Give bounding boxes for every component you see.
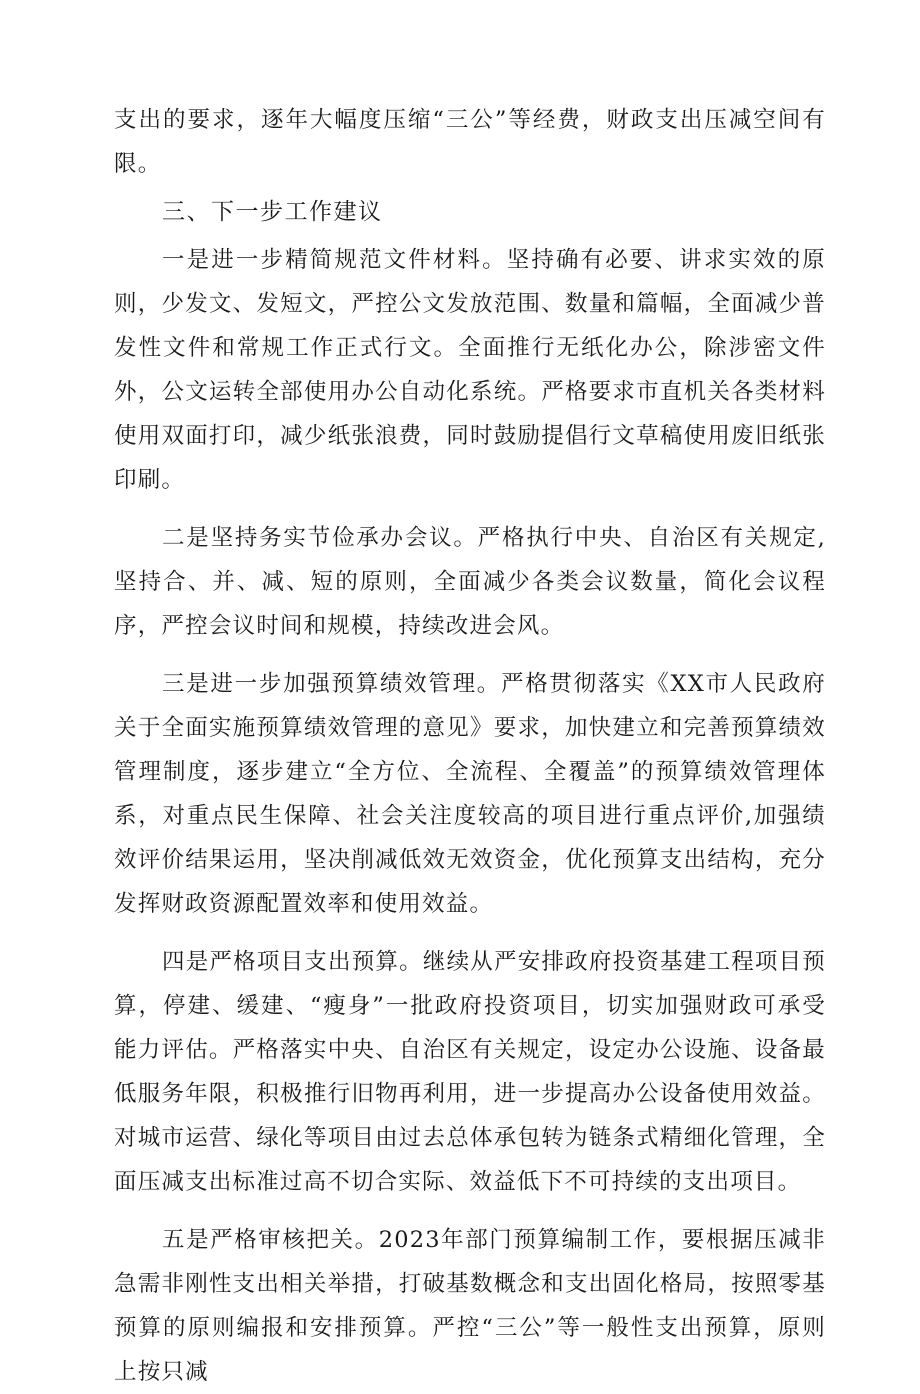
paragraph-2: 二是坚持务实节俭承办会议。严格执行中央、自治区有关规定,坚持合、并、减、短的原则，全面减少各类会议数量，简化会议程序，严控会议时间和规模，持续改进会风。 (114, 525, 826, 639)
section-heading: 三、下一步工作建议 (162, 199, 383, 225)
paragraph-4: 四是严格项目支出预算。继续从严安排政府投资基建工程项目预算，停建、缓建、“瘦身”一批政府投资项目，切实加强财政可承受能力评估。严格落实中央、自治区有关规定，设定办公设施、设备最低服务年限，积极推行旧物再利用，进一步提高办公设备使用效益。对城市运营、绿化等项目由过去总体承包转为链条式精细化管理，全面压减支出标准过高不切合实际、效益低下不可持续的支出项目。 (114, 949, 826, 1195)
paragraph-3: 三是进一步加强预算绩效管理。严格贯彻落实《XX市人民政府关于全面实施预算绩效管理的意见》要求，加快建立和完善预算绩效管理制度，逐步建立“全方位、全流程、全覆盖”的预算绩效管理体系，对重点民生保障、社会关注度较高的项目进行重点评价,加强绩效评价结果运用，坚决削减低效无效资金，优化预算支出结构，充分发挥财政资源配置效率和使用效益。 (114, 671, 826, 917)
paragraph-5: 五是严格审核把关。2023年部门预算编制工作，要根据压减非急需非刚性支出相关举措，打破基数概念和支出固化格局，按照零基预算的原则编报和安排预算。严控“三公”等一般性支出预算，原则上按只减 (114, 1227, 826, 1385)
paragraph-1: 一是进一步精简规范文件材料。坚持确有必要、讲求实效的原则，少发文、发短文，严控公文发放范围、数量和篇幅，全面减少普发性文件和常规工作正式行文。全面推行无纸化办公，除涉密文件外，公文运转全部使用办公自动化系统。严格要求市直机关各类材料使用双面打印，减少纸张浪费，同时鼓励提倡行文草稿使用废旧纸张印刷。 (114, 247, 826, 493)
document-body (114, 98, 826, 1394)
continuation-paragraph: 支出的要求，逐年大幅度压缩“三公”等经费，财政支出压减空间有限。 (114, 107, 826, 177)
